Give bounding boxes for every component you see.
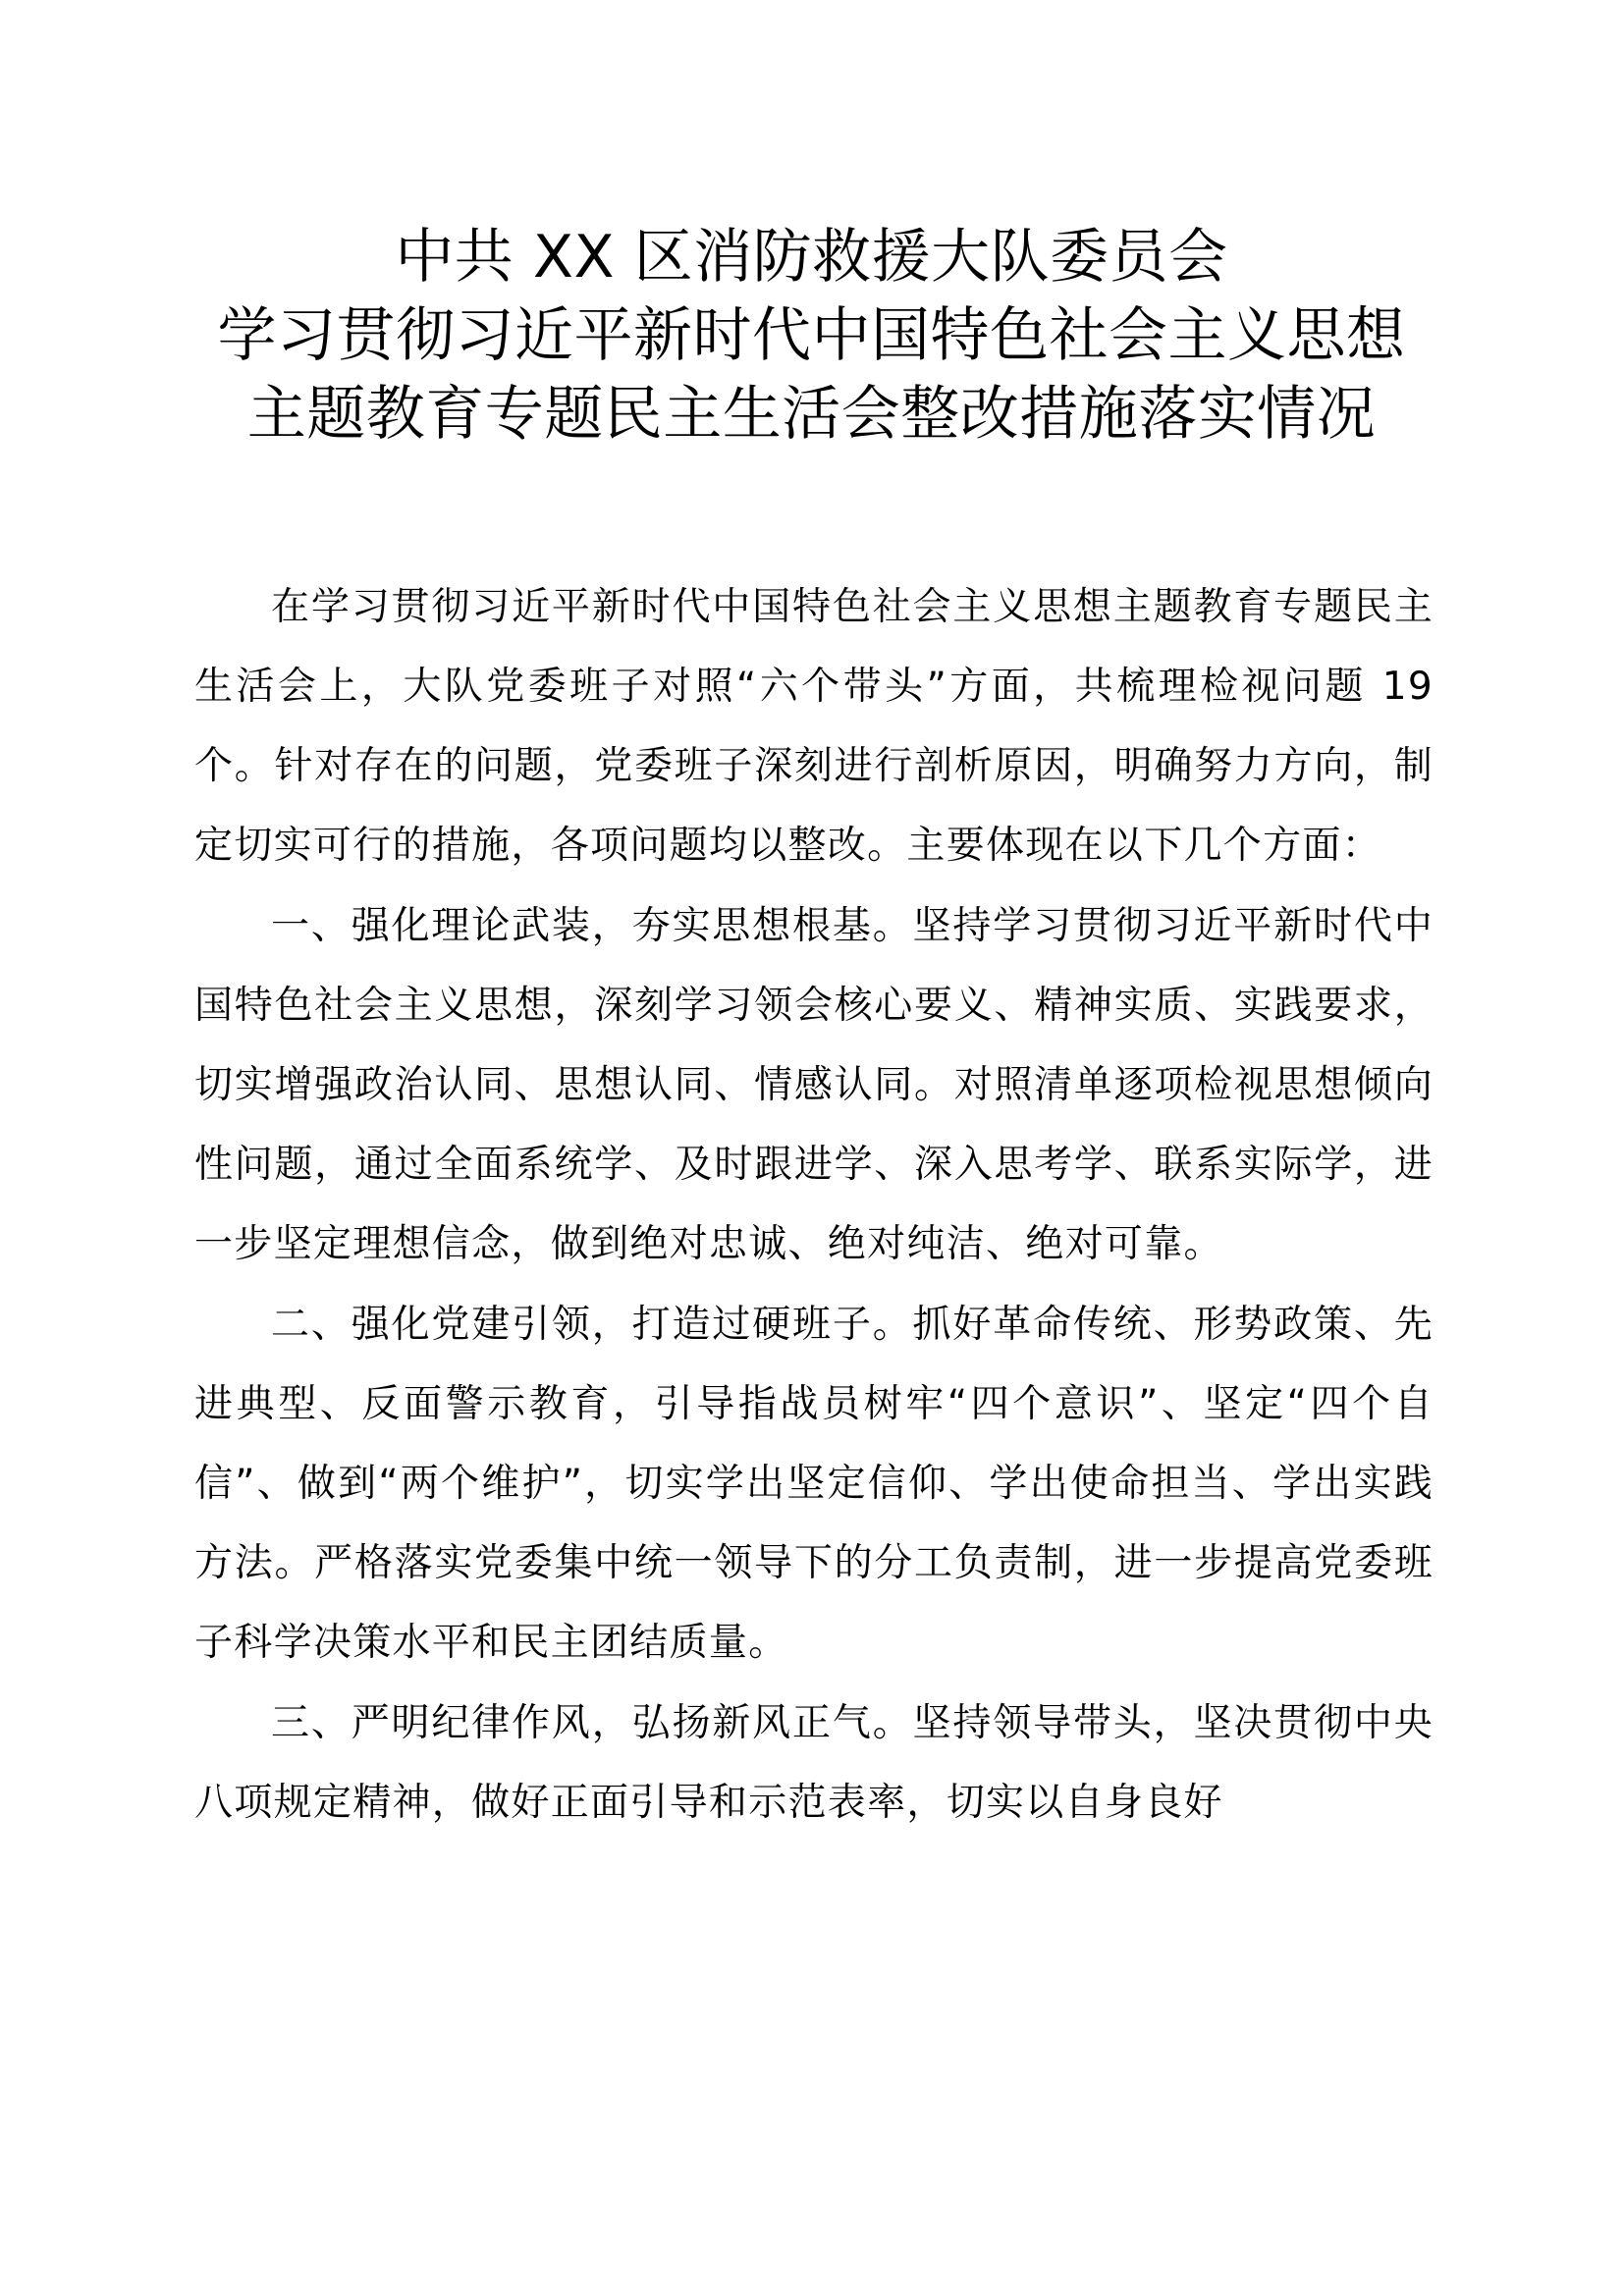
intro-paragraph: 在学习贯彻习近平新时代中国特色社会主义思想主题教育专题民主生活会上，大队党委班子对照“六个带头”方面，共梳理检视问题 19 个。针对存在的问题，党委班子深刻进行剖析原因，明确努力方向，制定切实可行的措施，各项问题均以整改。主要体现在以下几个方面： [194, 585, 1434, 868]
title-line-3: 主题教育专题民主生活会整改措施落实情况 [246, 380, 1377, 449]
document-title [147, 218, 1476, 454]
section-1-paragraph: 一、强化理论武装，夯实思想根基。坚持学习贯彻习近平新时代中国特色社会主义思想，深刻学习领会核心要义、精神实质、实践要求，切实增强政治认同、思想认同、情感认同。对照清单逐项检视思想倾向性问题，通过全面系统学、及时跟进学、深入思考学、联系实际学，进一步坚定理想信念，做到绝对忠诚、绝对纯洁、绝对可靠。 [194, 904, 1434, 1266]
title-line-1: 中共 XX 区消防救援大队委员会 [395, 223, 1228, 292]
title-line-2: 学习贯彻习近平新时代中国特色社会主义思想 [217, 301, 1406, 370]
section-3-paragraph: 三、严明纪律作风，弘扬新风正气。坚持领导带头，坚决贯彻中央八项规定精神，做好正面引导和示范表率，切实以自身良好 [194, 1701, 1434, 1825]
document-body [194, 567, 1434, 1843]
section-2-paragraph: 二、强化党建引领，打造过硬班子。抓好革命传统、形势政策、先进典型、反面警示教育，引导指战员树牢“四个意识”、坚定“四个自信”、做到“两个维护”，切实学出坚定信仰、学出使命担当、学出实践方法。严格落实党委集中统一领导下的分工负责制，进一步提高党委班子科学决策水平和民主团结质量。 [194, 1303, 1434, 1665]
